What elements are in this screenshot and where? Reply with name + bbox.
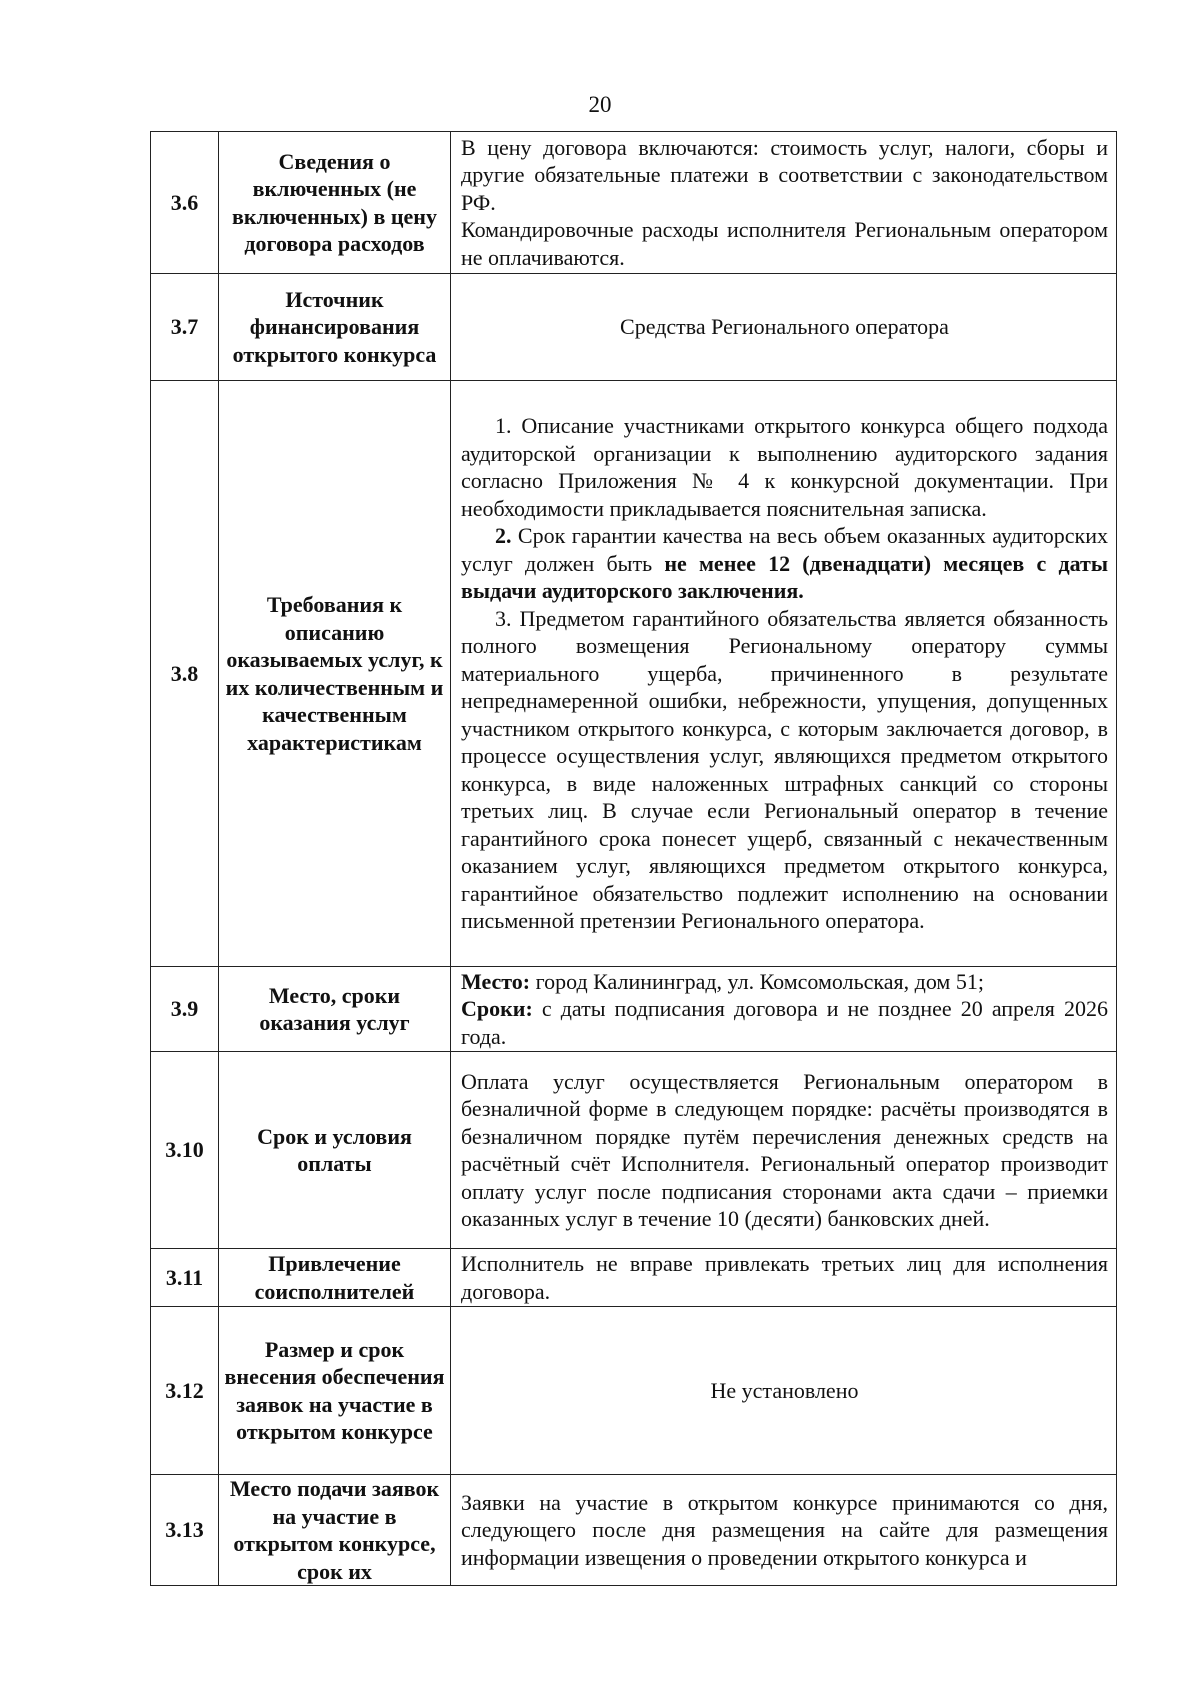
row-number: 3.13 bbox=[151, 1475, 219, 1586]
row-description bbox=[451, 274, 1117, 381]
row-number: 3.12 bbox=[151, 1307, 219, 1475]
row-title: Место подачи заявок на участие в открытом конкурсе, срок их bbox=[219, 1475, 451, 1586]
row-title: Размер и срок внесения обеспечения заявок на участие в открытом конкурсе bbox=[219, 1307, 451, 1475]
paragraph-emphasis: не менее 12 (двенадцати) месяцев с даты выдачи аудиторского заключения. bbox=[461, 550, 1109, 604]
row-title: Привлечение соисполнителей bbox=[219, 1249, 451, 1307]
description-paragraph bbox=[461, 968, 1108, 996]
description-paragraph: Исполнитель не вправе привлекать третьих лиц для исполнения договора. bbox=[461, 1251, 1108, 1304]
row-title: Сведения о включенных (не включенных) в цену договора расходов bbox=[219, 132, 451, 274]
row-description bbox=[451, 1249, 1117, 1307]
row-number: 3.7 bbox=[151, 274, 219, 381]
row-title: Место, сроки оказания услуг bbox=[219, 967, 451, 1052]
table-row bbox=[151, 132, 1117, 274]
table-row bbox=[151, 1052, 1117, 1249]
table-row bbox=[151, 1307, 1117, 1475]
table-row bbox=[151, 274, 1117, 381]
terms-label: Сроки: bbox=[461, 996, 533, 1022]
table-row bbox=[151, 381, 1117, 967]
description-paragraph bbox=[461, 522, 1108, 605]
description-paragraph: Командировочные расходы исполнителя Региональным оператором не оплачиваются. bbox=[461, 217, 1108, 270]
row-description bbox=[451, 1475, 1117, 1586]
table-row bbox=[151, 967, 1117, 1052]
row-description bbox=[451, 1052, 1117, 1249]
row-title: Требования к описанию оказываемых услуг, к их количественным и качественным характеристикам bbox=[219, 381, 451, 967]
row-description bbox=[451, 381, 1117, 967]
row-number: 3.11 bbox=[151, 1249, 219, 1307]
description-paragraph: 1. Описание участниками открытого конкурса общего подхода аудиторской организации к выполнению аудиторского задания согласно Приложения № 4 к конкурсной документации. При необходимости прикладывается пояснительная записка. bbox=[461, 413, 1108, 521]
row-description bbox=[451, 1307, 1117, 1475]
description-paragraph: Заявки на участие в открытом конкурсе принимаются со дня, следующего после дня размещения на сайте для размещения информации извещения о проведении открытого конкурса и bbox=[461, 1489, 1108, 1570]
table-row bbox=[151, 1475, 1117, 1586]
row-number: 3.6 bbox=[151, 132, 219, 274]
row-number: 3.9 bbox=[151, 967, 219, 1052]
terms-text: с даты подписания договора и не позднее 20 апреля 2026 года. bbox=[461, 996, 1108, 1049]
description-paragraph: Средства Регионального оператора bbox=[620, 314, 949, 340]
row-number: 3.10 bbox=[151, 1052, 219, 1249]
row-title: Срок и условия оплаты bbox=[219, 1052, 451, 1249]
paragraph-text: Срок гарантии качества на весь объем оказанных аудиторских услуг должен быть bbox=[461, 523, 1108, 576]
row-description bbox=[451, 132, 1117, 274]
description-paragraph: 3. Предметом гарантийного обязательства является обязанность полного возмещения Региональному оператору суммы материального ущерба, причиненного в результате непреднамеренной ошибки, небрежности, упущения, допущенных участником открытого конкурса, с которым заключается договор, в процессе осуществления услуг, являющихся предметом открытого конкурса, в виде наложенных штрафных санкций со стороны третьих лиц. В случае если Региональный оператор в течение гарантийного срока понесет ущерб, связанный с некачественным оказанием услуг, являющихся предметом открытого конкурса, гарантийное обязательство подлежит исполнению на основании письменной претензии Регионального оператора. bbox=[461, 605, 1108, 934]
description-paragraph bbox=[461, 995, 1108, 1050]
place-label: Место: bbox=[461, 968, 531, 994]
page-number: 20 bbox=[588, 92, 612, 117]
description-paragraph: В цену договора включаются: стоимость услуг, налоги, сборы и другие обязательные платежи в соответствии с законодательством РФ. bbox=[461, 134, 1108, 215]
description-paragraph: Не установлено bbox=[710, 1377, 859, 1403]
row-description bbox=[451, 967, 1117, 1052]
place-text: город Калининград, ул. Комсомольская, дом 51; bbox=[530, 968, 984, 994]
row-number: 3.8 bbox=[151, 381, 219, 967]
table-row bbox=[151, 1249, 1117, 1307]
description-paragraph: Оплата услуг осуществляется Региональным оператором в безналичной форме в следующем порядке: расчёты производятся в безналичном порядке путём перечисления денежных средств на расчётный счёт Исполнителя. Региональный оператор производит оплату услуг после подписания сторонами акта сдачи – приемки оказанных услуг в течение 10 (десяти) банковских дней. bbox=[461, 1068, 1108, 1231]
row-title: Источник финансирования открытого конкурса bbox=[219, 274, 451, 381]
procurement-terms-table bbox=[150, 131, 1117, 1586]
paragraph-number: 2. bbox=[495, 523, 512, 549]
